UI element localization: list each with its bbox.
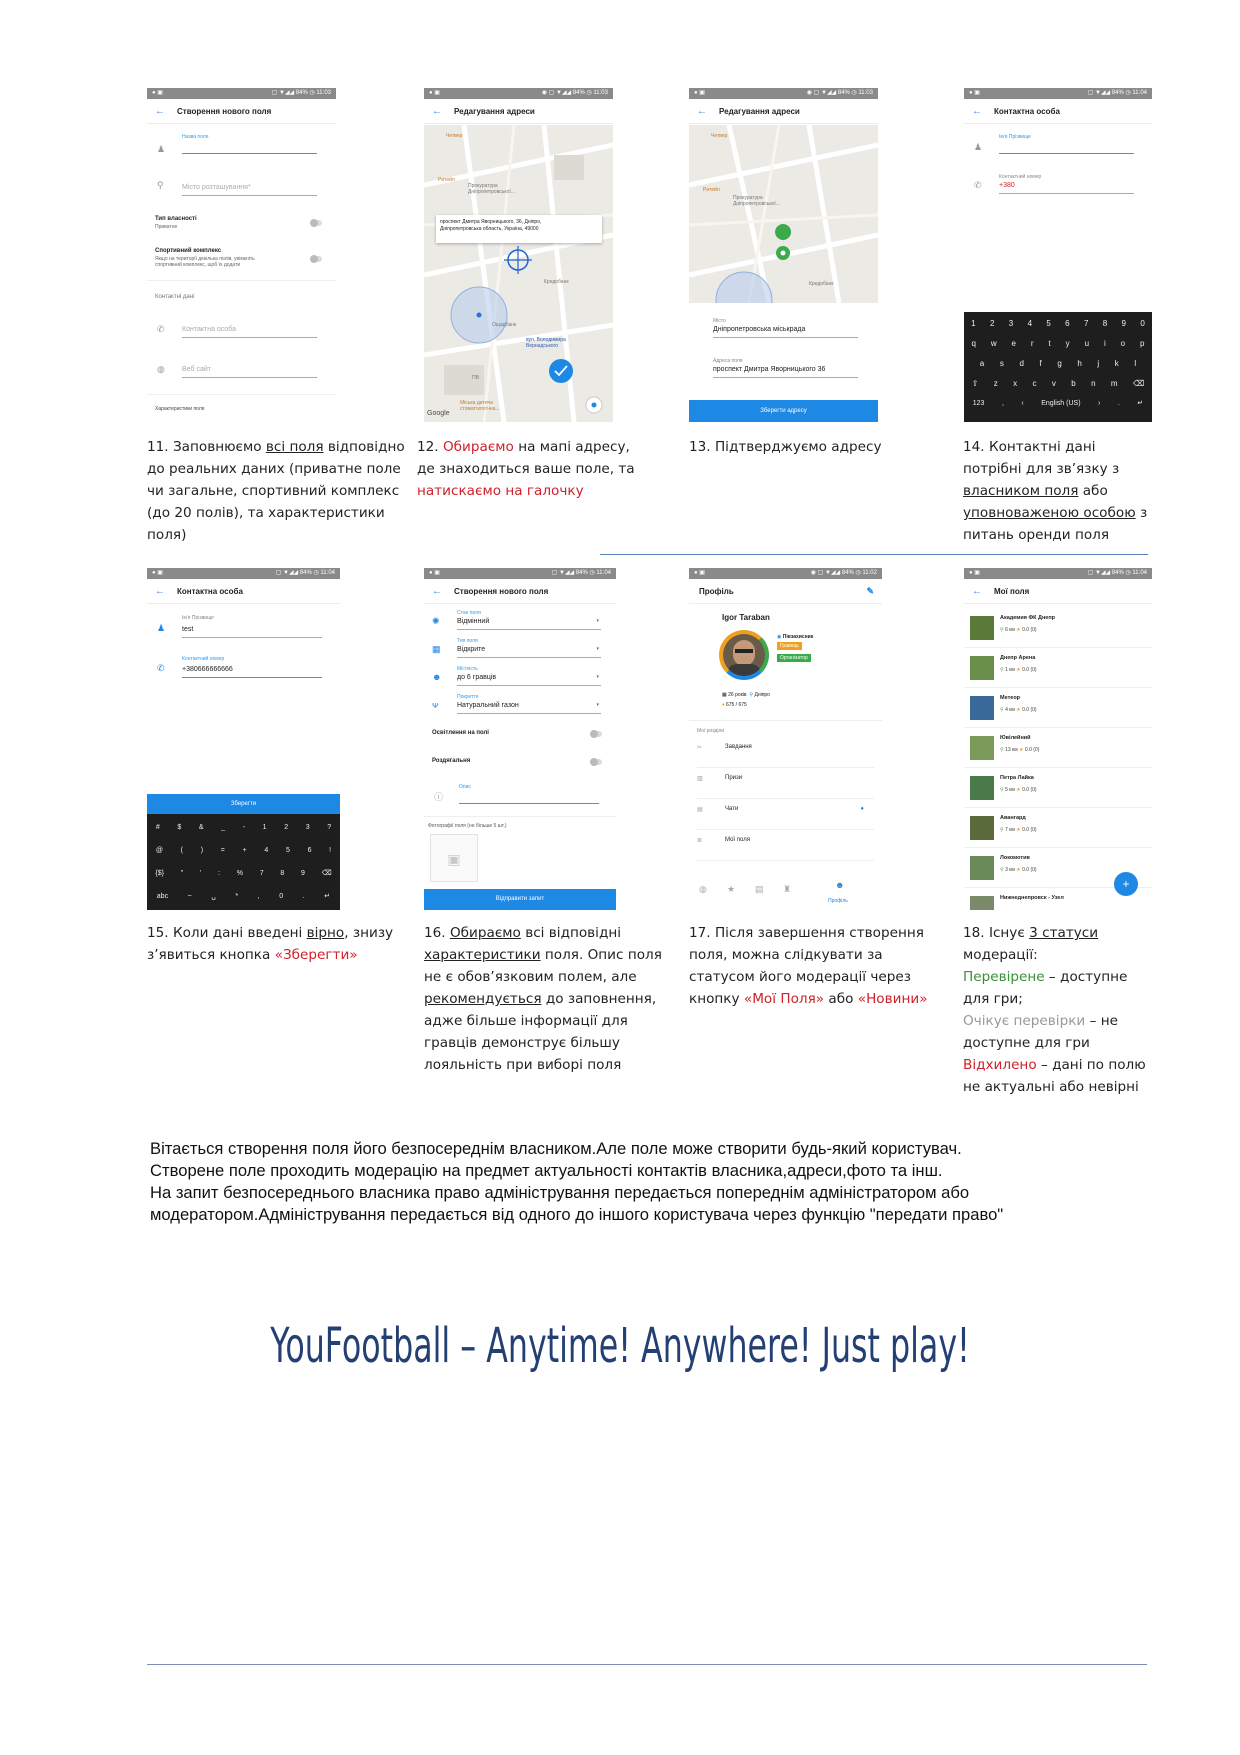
- map-label: вул. Володимира Вернадського: [526, 337, 566, 349]
- back-arrow-icon[interactable]: ←: [972, 106, 982, 117]
- field-distance: 6 км: [1005, 627, 1015, 633]
- app-bar: [147, 99, 336, 124]
- menu-item-prizes[interactable]: ▥ Призи: [697, 775, 874, 799]
- name-label: Ім'я Прізвище: [999, 134, 1031, 140]
- numeric-keypad[interactable]: [147, 814, 340, 910]
- capacity-select[interactable]: до 6 гравців ▾: [457, 674, 601, 686]
- select-label: Тип поля: [457, 638, 478, 644]
- screen-title: Профіль: [699, 587, 734, 596]
- field-list-item[interactable]: [964, 648, 1152, 688]
- keypad-row: @ ( ) = + 4 5 6 !: [155, 847, 332, 854]
- grass-icon: ᴪ: [432, 700, 439, 710]
- field-rating: 0.0 (0): [1022, 707, 1037, 713]
- phone-icon: ✆: [157, 324, 165, 334]
- field-name: Ювілейний: [1000, 735, 1031, 741]
- profile-tab-label: Профіль: [828, 898, 848, 904]
- map-label: Кредобанк: [809, 281, 834, 287]
- calendar-icon: ▦: [722, 692, 729, 698]
- ownership-toggle[interactable]: [310, 220, 322, 226]
- contact-person-input[interactable]: Контактна особа: [182, 326, 317, 338]
- slogan: YouFootball – Anytime! Anywhere! Just play!: [270, 1318, 970, 1374]
- field-list-item[interactable]: [964, 608, 1152, 648]
- confirm-check-button[interactable]: [549, 359, 573, 383]
- phone-icon: ✆: [157, 663, 165, 673]
- field-name: Авангард: [1000, 815, 1026, 821]
- field-distance: 1 км: [1005, 667, 1015, 673]
- status-bar: ● ▣ ▢ ▼◢◢ 84% ◷ 11:04: [964, 568, 1152, 579]
- contacts-section-label: Контактні дані: [155, 294, 195, 300]
- select-label: Покриття: [457, 694, 479, 700]
- field-type-icon: ▦: [432, 644, 441, 654]
- pin-icon: ⚲: [1000, 787, 1006, 793]
- keyboard-row: 123 , ‹ English (US) › . ↵: [972, 400, 1144, 407]
- complex-title: Спортивний комплекс: [155, 248, 222, 254]
- star-icon: ★: [1014, 867, 1023, 873]
- back-arrow-icon[interactable]: ←: [432, 586, 442, 597]
- map-label: Міська дитяча стоматологічна...: [460, 400, 500, 412]
- add-photo-placeholder[interactable]: [430, 834, 478, 882]
- info-icon: ⓘ: [434, 792, 444, 802]
- pin-icon: ⚲: [1000, 867, 1006, 873]
- keyboard[interactable]: [964, 312, 1152, 422]
- caption-step-16: 16. Обираємо всі відповідні характеристики поля. Опис поля не є обов’язковим полем, але рекомендується до заповнення, адже більше інформації для гравців демонструє більшу лояльність при виборі поля: [424, 925, 662, 1073]
- organizer-badge: Організатор: [777, 654, 811, 662]
- screen-title: Створення нового поля: [454, 587, 549, 596]
- person-icon: ♟: [974, 142, 983, 152]
- paragraph-line: На запит безпосереднього власника право адміністрування передається попереднім адміністратором або: [150, 1183, 970, 1202]
- row-divider: [600, 554, 1148, 555]
- address-line: проспект Дмитра Яворницького, 36, Дніпро,: [440, 219, 542, 225]
- changing-room-label: Роздягальня: [432, 758, 471, 764]
- field-rating: 0.0 (0): [1022, 787, 1037, 793]
- app-bar: [964, 579, 1152, 604]
- status-bar: ● ▣ ▢ ▼◢◢ 84% ◷ 11:04: [147, 568, 340, 579]
- description-paragraph: [150, 1138, 1150, 1226]
- my-fields-list: [964, 608, 1152, 910]
- back-arrow-icon[interactable]: ←: [697, 106, 707, 117]
- field-rating: 0.0 (0): [1022, 867, 1037, 873]
- screen-title: Редагування адреси: [454, 107, 535, 116]
- field-name: Академия ФК Днепр: [1000, 615, 1056, 621]
- caption-step-15: 15. Коли дані введені вірно, знизу з’явиться кнопка «Зберегти»: [147, 925, 394, 963]
- state-select[interactable]: Відмінний ▾: [457, 618, 601, 630]
- address-input[interactable]: проспект Дмитра Яворницького 36: [713, 366, 858, 378]
- footer-divider: [147, 1664, 1147, 1665]
- map-label: Прокуратура Дніпропетровської...: [733, 195, 780, 207]
- field-thumbnail: [970, 736, 994, 760]
- characteristics-label: Характеристики поля: [155, 406, 205, 412]
- ball-icon: ◉: [777, 634, 783, 640]
- screenshot-step-11: [147, 88, 336, 418]
- status-bar: ● ▣ ◉ ▢ ▼◢◢ 84% ◷ 11:03: [689, 88, 878, 99]
- field-distance: 13 км: [1005, 747, 1018, 753]
- field-thumbnail: [970, 896, 994, 910]
- keypad-row: abc ~ ␣ * , 0 . ↵: [156, 893, 331, 900]
- status-bar: ● ▣ ▢ ▼◢◢ 84% ◷ 11:04: [424, 568, 616, 579]
- back-arrow-icon[interactable]: ←: [432, 106, 442, 117]
- app-bar: [147, 579, 340, 604]
- address-popup: [436, 215, 602, 243]
- submit-request-button[interactable]: Відправити запит: [424, 889, 616, 910]
- screen-title: Мої поля: [994, 587, 1030, 596]
- screen-title: Редагування адреси: [719, 107, 800, 116]
- star-icon: ★: [1014, 827, 1023, 833]
- field-list-item[interactable]: [964, 688, 1152, 728]
- city-input[interactable]: Місто розташування*: [182, 184, 317, 196]
- field-name: Нижнеднепровск - Узел: [1000, 895, 1064, 901]
- list-icon: ≣: [697, 838, 703, 844]
- profile-tab-icon[interactable]: ☻: [835, 880, 845, 890]
- screen-title: Контактна особа: [177, 587, 243, 596]
- field-rating: 0.0 (0): [1024, 747, 1040, 753]
- pin-icon: ⚲: [749, 692, 755, 698]
- phone-label: Контактний номер: [182, 656, 225, 662]
- phone-icon: ✆: [974, 180, 982, 190]
- app-bar: [964, 99, 1152, 124]
- screenshot-step-18: [964, 568, 1152, 910]
- paragraph-line: Створене поле проходить модерацію на предмет актуальності контактів власника,адреси,фото та інш.: [150, 1161, 943, 1180]
- profile-points: ♦ 675 / 675: [722, 702, 747, 708]
- field-label: Назва поля: [182, 134, 209, 140]
- name-label: Ім'я Прізвище: [182, 615, 214, 621]
- star-tab-icon[interactable]: ★: [727, 884, 736, 894]
- app-bar: [689, 99, 878, 124]
- keypad-row: # $ & _ - 1 2 3 ?: [155, 824, 332, 831]
- field-list-item[interactable]: [964, 768, 1152, 808]
- menu-item-tasks[interactable]: ✂ Завдання: [697, 744, 874, 768]
- field-name: Петра Лайка: [1000, 775, 1034, 781]
- avatar: [719, 630, 769, 680]
- phone-input[interactable]: +380: [999, 182, 1134, 194]
- field-name: Метеор: [1000, 695, 1021, 701]
- name-input[interactable]: [999, 142, 1134, 154]
- gift-icon: ▥: [697, 776, 703, 782]
- back-arrow-icon[interactable]: ←: [155, 106, 165, 117]
- description-input[interactable]: [459, 792, 599, 804]
- back-arrow-icon[interactable]: ←: [972, 586, 982, 597]
- field-thumbnail: [970, 616, 994, 640]
- pin-icon: ⚲: [1000, 747, 1006, 753]
- location-icon: ⚲: [157, 180, 164, 190]
- trophy-icon: ♦: [722, 702, 726, 708]
- app-bar: [689, 579, 882, 604]
- map-label: Ритейл: [703, 187, 720, 193]
- pin-icon: ⚲: [1000, 827, 1006, 833]
- field-thumbnail: [970, 856, 994, 880]
- field-list-item[interactable]: [964, 728, 1152, 768]
- app-bar: [424, 99, 613, 124]
- screenshot-step-17: [689, 568, 882, 910]
- globe-icon: ◍: [157, 364, 165, 374]
- field-distance: 7 км: [1005, 827, 1015, 833]
- select-label: Місткість: [457, 666, 478, 672]
- chat-icon: ▤: [697, 807, 703, 813]
- map-label: Прокуратура Дніпропетровської...: [468, 183, 515, 195]
- menu-item-my-fields[interactable]: ≣ Мої поля: [697, 837, 874, 861]
- caption-step-13: 13. Підтверджуємо адресу: [689, 439, 882, 455]
- field-name: Днепр Арена: [1000, 655, 1036, 661]
- star-icon: ★: [1014, 787, 1023, 793]
- trophy-tab-icon[interactable]: ♜: [783, 884, 792, 894]
- status-bar: ● ▣ ▢ ▼◢◢ 84% ◷ 11:03: [147, 88, 336, 99]
- caption-step-18: 18. Існує 3 статуси модерації: Перевірене – доступне для гри; Очікує перевірки – не доступне для гри Відхилено – дані по полю не актуальні або невірні: [963, 925, 1146, 1095]
- profile-stats: ▦ 26 років ⚲ Дніпро: [722, 692, 770, 698]
- city-label: Місто: [713, 318, 726, 324]
- field-thumbnail: [970, 776, 994, 800]
- bottom-nav: [689, 878, 882, 910]
- keyboard-row: a s d f g h j k l: [979, 359, 1137, 368]
- keypad-row: {$} " ' : % 7 8 9 ⌫: [155, 870, 332, 877]
- name-input[interactable]: [182, 142, 317, 154]
- field-list-item[interactable]: [964, 808, 1152, 848]
- phone-input[interactable]: +380666666666: [182, 666, 322, 678]
- website-input[interactable]: Веб сайт: [182, 366, 317, 378]
- lighting-label: Освітлення на полі: [432, 730, 489, 736]
- people-icon: ☻: [432, 672, 442, 682]
- screen-title: Створення нового поля: [177, 107, 272, 116]
- complex-toggle[interactable]: [310, 256, 322, 262]
- field-thumbnail: [970, 696, 994, 720]
- screenshot-step-12: [424, 88, 613, 422]
- map-label: Четвер: [446, 133, 463, 139]
- field-meta: [1000, 667, 1037, 673]
- map-label: ПВ: [472, 375, 479, 381]
- map-view[interactable]: [689, 125, 878, 303]
- profile-name: Igor Taraban: [722, 613, 770, 622]
- field-meta: [1000, 707, 1037, 713]
- field-meta: [1000, 827, 1037, 833]
- back-arrow-icon[interactable]: ←: [155, 586, 165, 597]
- phone-label: Контактний номер: [999, 174, 1042, 180]
- status-bar: ● ▣ ▢ ▼◢◢ 84% ◷ 11:04: [964, 88, 1152, 99]
- field-meta: [1000, 787, 1037, 793]
- field-distance: 5 км: [1005, 787, 1015, 793]
- screen-title: Контактна особа: [994, 107, 1060, 116]
- caption-step-12: 12. Обираємо на мапі адресу, де знаходиться ваше поле, та натискаємо на галочку: [417, 439, 635, 499]
- star-icon: ★: [1017, 747, 1025, 753]
- select-label: Стан поля: [457, 610, 481, 616]
- sections-label: Мої розділи: [697, 728, 725, 734]
- changing-room-toggle[interactable]: [590, 759, 602, 765]
- person-icon: ♟: [157, 144, 166, 154]
- surface-select[interactable]: Натуральний газон ▾: [457, 702, 601, 714]
- star-icon: ★: [1014, 627, 1023, 633]
- ownership-value: Приватне: [155, 224, 178, 230]
- screenshot-step-15: [147, 568, 340, 910]
- save-button[interactable]: Зберегти: [147, 794, 340, 814]
- field-rating: 0.0 (0): [1022, 627, 1037, 633]
- map-graphic: [689, 125, 878, 303]
- add-field-button[interactable]: +: [1114, 872, 1138, 896]
- edit-icon[interactable]: ✎: [866, 586, 874, 596]
- description-label: Опис: [459, 784, 471, 790]
- status-bar: ● ▣ ◉ ▢ ▼◢◢ 84% ◷ 11:03: [424, 88, 613, 99]
- tasks-icon: ✂: [697, 745, 703, 751]
- map-label: Ритейл: [438, 177, 455, 183]
- pin-icon: ⚲: [1000, 667, 1006, 673]
- unread-dot: ●: [860, 806, 864, 812]
- field-name: Локомотив: [1000, 855, 1030, 861]
- caption-step-14: 14. Контактні дані потрібні для зв’язку з власником поля або уповноваженою особою з питань оренди поля: [963, 439, 1148, 543]
- app-bar: [424, 579, 616, 604]
- star-icon: ★: [1014, 707, 1023, 713]
- field-thumbnail: [970, 656, 994, 680]
- image-icon: ▣: [447, 851, 461, 867]
- field-distance: 4 км: [1005, 707, 1015, 713]
- map-label: Кредобанк: [544, 279, 569, 285]
- star-icon: ★: [1014, 667, 1023, 673]
- complex-hint: Якщо на території декілька полів, увімкніть спортивний комплекс, щоб їх додати: [155, 256, 255, 268]
- city-input[interactable]: Дніпропетровська міськрада: [713, 326, 858, 338]
- field-distance: 3 км: [1005, 867, 1015, 873]
- ownership-title: Тип власності: [155, 216, 197, 222]
- field-meta: [1000, 747, 1039, 753]
- google-logo: Google: [427, 410, 450, 417]
- keyboard-row: q w e r t y u i o p: [971, 339, 1145, 348]
- photos-label: Фотографії поля (не більше 5 шт.): [428, 823, 507, 829]
- field-meta: [1000, 627, 1037, 633]
- field-thumbnail: [970, 816, 994, 840]
- caption-step-11: 11. Заповнюємо всі поля відповідно до реальних даних (приватне поле чи загальне, спортивний комплекс (до 20 полів), та характеристики поля): [147, 439, 405, 543]
- type-select[interactable]: Відкрите ▾: [457, 646, 601, 658]
- field-rating: 0.0 (0): [1022, 667, 1037, 673]
- field-meta: [1000, 867, 1037, 873]
- pin-icon: ⚲: [1000, 707, 1006, 713]
- name-input[interactable]: test: [182, 626, 322, 638]
- screenshot-step-16: [424, 568, 616, 910]
- keyboard-row: ⇧ z x c v b n m ⌫: [971, 379, 1145, 388]
- player-position: ◉ Півзахисник: [777, 634, 814, 640]
- caption-step-17: 17. Після завершення створення поля, можна слідкувати за статусом його модерації через кнопку «Мої Поля» або «Новини»: [689, 925, 928, 1007]
- map-label: Четвер: [711, 133, 728, 139]
- news-tab-icon[interactable]: ▤: [755, 884, 764, 894]
- map-view[interactable]: [424, 125, 613, 422]
- pin-icon: ⚲: [1000, 627, 1006, 633]
- screenshot-step-14: [964, 88, 1152, 422]
- menu-item-chats[interactable]: ▤ Чати ●: [697, 806, 874, 830]
- map-label: Ощадбанк: [492, 322, 517, 328]
- paragraph-line: Вітається створення поля його безпосереднім власником.Але поле може створити будь-який користувач.: [150, 1139, 962, 1158]
- person-icon: ♟: [157, 623, 166, 633]
- lighting-toggle[interactable]: [590, 731, 602, 737]
- save-address-button[interactable]: Зберегти адресу: [689, 400, 878, 422]
- ball-tab-icon[interactable]: ◍: [699, 884, 707, 894]
- address-label: Адреса поля: [713, 358, 743, 364]
- paragraph-line: модератором.Адміністрування передається від одного до іншого користувача через функцію "передати право": [150, 1205, 1004, 1224]
- address-line: Дніпропетровська область, Україна, 49000: [440, 226, 539, 232]
- keyboard-row: 1 2 3 4 5 6 7 8 9 0: [971, 319, 1145, 328]
- field-rating: 0.0 (0): [1022, 827, 1037, 833]
- screenshot-step-13: [689, 88, 878, 422]
- status-bar: ● ▣ ◉ ▢ ▼◢◢ 84% ◷ 11:02: [689, 568, 882, 579]
- player-badge: Гравець: [777, 642, 802, 650]
- map-graphic: [424, 125, 613, 422]
- state-icon: ✺: [432, 616, 440, 626]
